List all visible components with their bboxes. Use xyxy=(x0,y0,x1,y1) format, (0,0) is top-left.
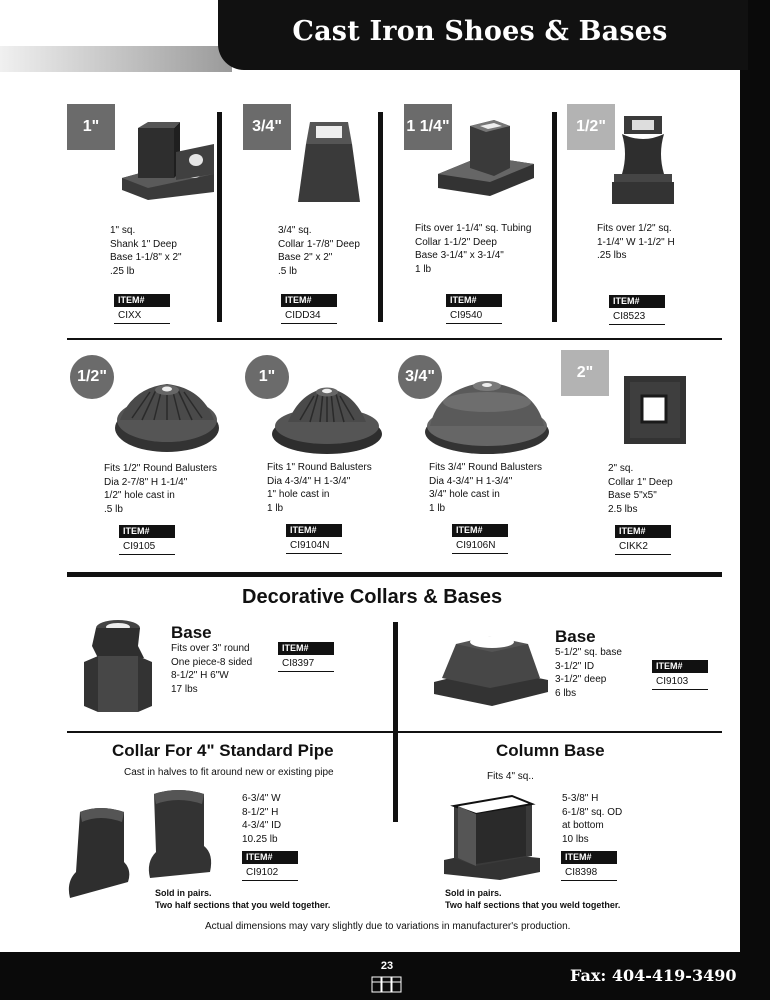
spec-line: Dia 4-3/4" H 1-3/4" xyxy=(267,475,351,487)
spec-line: 5-1/2" sq. base xyxy=(555,647,622,658)
divider-vertical xyxy=(552,112,557,322)
spec-line: Fits over 3" round xyxy=(171,643,250,654)
collar-specs xyxy=(242,792,281,846)
column-base-note xyxy=(445,887,620,911)
column-base-caption: Fits 4" sq.. xyxy=(487,771,534,782)
octagon-base-image xyxy=(78,618,158,714)
page-title: Cast Iron Shoes & Bases xyxy=(292,16,668,47)
divider-vertical xyxy=(393,622,398,822)
item-label: ITEM# xyxy=(452,524,508,537)
spec-line: 3-1/2" deep xyxy=(555,674,607,685)
spec-line: 1 lb xyxy=(415,263,432,275)
item-label: ITEM# xyxy=(114,294,170,307)
spec-line: 3-1/2" ID xyxy=(555,660,595,672)
spec-line: Dia 4-3/4" H 1-3/4" xyxy=(429,475,513,487)
base-left-title: Base xyxy=(171,623,212,642)
spec-line: Base 1-1/8" x 2" xyxy=(110,252,182,263)
base-3-image xyxy=(424,376,550,456)
disclaimer: Actual dimensions may vary slightly due to variations in manufacturer's production. xyxy=(205,921,571,932)
spec-line: Fits 1" Round Balusters xyxy=(267,462,372,473)
note-line: Two half sections that you weld together. xyxy=(155,900,331,910)
square-base-image xyxy=(432,630,550,706)
spec-line: .25 lb xyxy=(110,265,135,277)
base-4-image xyxy=(622,374,688,446)
spec-line: 8-1/2" H xyxy=(242,806,279,818)
item-code: CI9103 xyxy=(652,673,708,690)
size-tag-shoe-3: 1 1/4" xyxy=(404,104,452,150)
item-number-shoe-4 xyxy=(609,295,665,325)
item-code: CI9540 xyxy=(446,307,502,324)
spec-line: 6-3/4" W xyxy=(242,793,281,804)
item-number-column-base xyxy=(561,851,617,881)
collar-caption: Cast in halves to fit around new or existing pipe xyxy=(124,767,334,778)
spec-line: Base 3-1/4" x 3-1/4" xyxy=(415,250,504,261)
spec-line: 6-1/8" sq. OD xyxy=(562,806,623,818)
item-label: ITEM# xyxy=(119,525,175,538)
grid-logo-icon xyxy=(371,976,403,994)
item-label: ITEM# xyxy=(281,294,337,307)
size-tag-shoe-1: 1" xyxy=(67,104,115,150)
base-right-title: Base xyxy=(555,627,596,646)
spec-line: 1" sq. xyxy=(110,225,136,236)
spec-line: Base 5"x5" xyxy=(608,490,657,501)
spec-line: 3/4" hole cast in xyxy=(429,489,500,500)
item-label: ITEM# xyxy=(652,660,708,673)
divider-horizontal xyxy=(67,338,722,340)
column-base-title: Column Base xyxy=(496,741,605,760)
item-code: CI8397 xyxy=(278,655,334,672)
spec-line: 2" sq. xyxy=(608,463,634,474)
spec-line: Fits over 1/2" sq. xyxy=(597,223,672,234)
base-3-specs xyxy=(429,461,542,515)
collar-image xyxy=(66,782,216,904)
spec-line: 5-3/8" H xyxy=(562,793,599,804)
item-code: CI8523 xyxy=(609,308,665,325)
spec-line: 2.5 lbs xyxy=(608,503,638,515)
item-number-collar xyxy=(242,851,298,881)
spec-line: Fits 3/4" Round Balusters xyxy=(429,462,543,473)
base-right-specs xyxy=(555,646,622,700)
spec-line: 17 lbs xyxy=(171,683,198,695)
item-number-shoe-3 xyxy=(446,294,502,324)
item-code: CI9104N xyxy=(286,537,342,554)
divider-horizontal xyxy=(67,731,722,733)
size-tag-base-3: 3/4" xyxy=(398,355,442,399)
spec-line: 10.25 lb xyxy=(242,833,278,845)
shoe-4-image xyxy=(610,114,676,206)
shoe-4-specs xyxy=(597,222,675,263)
collar-note xyxy=(155,887,330,911)
side-stripe xyxy=(740,0,770,1000)
item-code: CI8398 xyxy=(561,864,617,881)
shoe-3-specs xyxy=(415,222,531,276)
spec-line: Dia 2-7/8" H 1-1/4" xyxy=(104,476,188,488)
item-label: ITEM# xyxy=(278,642,334,655)
spec-line: 1 lb xyxy=(429,502,446,514)
page-number: 23 xyxy=(380,960,394,972)
spec-line: One piece-8 sided xyxy=(171,656,253,668)
base-2-image xyxy=(270,380,384,458)
spec-line: Collar 1-1/2" Deep xyxy=(415,236,497,248)
shoe-1-image xyxy=(118,118,218,202)
item-number-base-2 xyxy=(286,524,342,554)
spec-line: 1/2" hole cast in xyxy=(104,490,175,501)
collar-title: Collar For 4" Standard Pipe xyxy=(112,741,334,760)
spec-line: .25 lbs xyxy=(597,250,627,261)
spec-line: 1 lb xyxy=(267,502,284,514)
shoe-2-specs xyxy=(278,224,360,278)
column-base-image xyxy=(442,786,542,880)
spec-line: 4-3/4" ID xyxy=(242,820,282,831)
note-line: Sold in pairs. xyxy=(445,888,502,898)
item-code: CIXX xyxy=(114,307,170,324)
base-4-specs xyxy=(608,462,673,516)
size-tag-shoe-2: 3/4" xyxy=(243,104,291,150)
spec-line: Fits over 1-1/4" sq. Tubing xyxy=(415,223,532,234)
size-tag-base-1: 1/2" xyxy=(70,355,114,399)
item-number-base-1 xyxy=(119,525,175,555)
note-line: Sold in pairs. xyxy=(155,888,212,898)
item-label: ITEM# xyxy=(446,294,502,307)
item-number-base-3 xyxy=(452,524,508,554)
item-number-base-right xyxy=(652,660,708,690)
spec-line: Collar 1" Deep xyxy=(608,476,673,488)
size-tag-base-2: 1" xyxy=(245,355,289,399)
shoe-3-image xyxy=(436,118,536,198)
spec-line: 1" hole cast in xyxy=(267,489,330,500)
item-label: ITEM# xyxy=(609,295,665,308)
column-base-specs xyxy=(562,792,622,846)
size-tag-base-4: 2" xyxy=(561,350,609,396)
shoe-2-image xyxy=(296,118,364,204)
divider-section xyxy=(67,572,722,577)
item-code: CI9105 xyxy=(119,538,175,555)
item-label: ITEM# xyxy=(561,851,617,864)
spec-line: 10 lbs xyxy=(562,833,589,845)
shoe-1-specs xyxy=(110,224,182,278)
spec-line: 6 lbs xyxy=(555,687,577,699)
item-label: ITEM# xyxy=(242,851,298,864)
header-gradient-bar xyxy=(0,46,232,72)
item-code: CIKK2 xyxy=(615,538,671,555)
spec-line: .5 lb xyxy=(278,265,297,277)
spec-line: 8-1/2" H 6"W xyxy=(171,670,229,681)
fax-number: Fax: 404-419-3490 xyxy=(570,966,737,985)
item-number-base-left xyxy=(278,642,334,672)
size-tag-shoe-4: 1/2" xyxy=(567,104,615,150)
item-number-base-4 xyxy=(615,525,671,555)
spec-line: Fits 1/2" Round Balusters xyxy=(104,463,218,474)
spec-line: Collar 1-7/8" Deep xyxy=(278,238,360,250)
item-code: CI9106N xyxy=(452,537,508,554)
item-label: ITEM# xyxy=(615,525,671,538)
note-line: Two half sections that you weld together. xyxy=(445,900,621,910)
spec-line: at bottom xyxy=(562,820,604,831)
item-code: CI9102 xyxy=(242,864,298,881)
base-2-specs xyxy=(267,461,372,515)
spec-line: Base 2" x 2" xyxy=(278,252,333,263)
spec-line: Shank 1" Deep xyxy=(110,238,177,250)
spec-line: .5 lb xyxy=(104,503,123,515)
spec-line: 3/4" sq. xyxy=(278,225,312,236)
item-code: CIDD34 xyxy=(281,307,337,324)
spec-line: 1-1/4" W 1-1/2" H xyxy=(597,236,675,248)
divider-vertical xyxy=(378,112,383,322)
item-label: ITEM# xyxy=(286,524,342,537)
section-title: Decorative Collars & Bases xyxy=(242,586,503,608)
base-1-specs xyxy=(104,462,217,516)
base-left-specs xyxy=(171,642,252,696)
item-number-shoe-2 xyxy=(281,294,337,324)
item-number-shoe-1 xyxy=(114,294,170,324)
base-1-image xyxy=(112,378,222,456)
